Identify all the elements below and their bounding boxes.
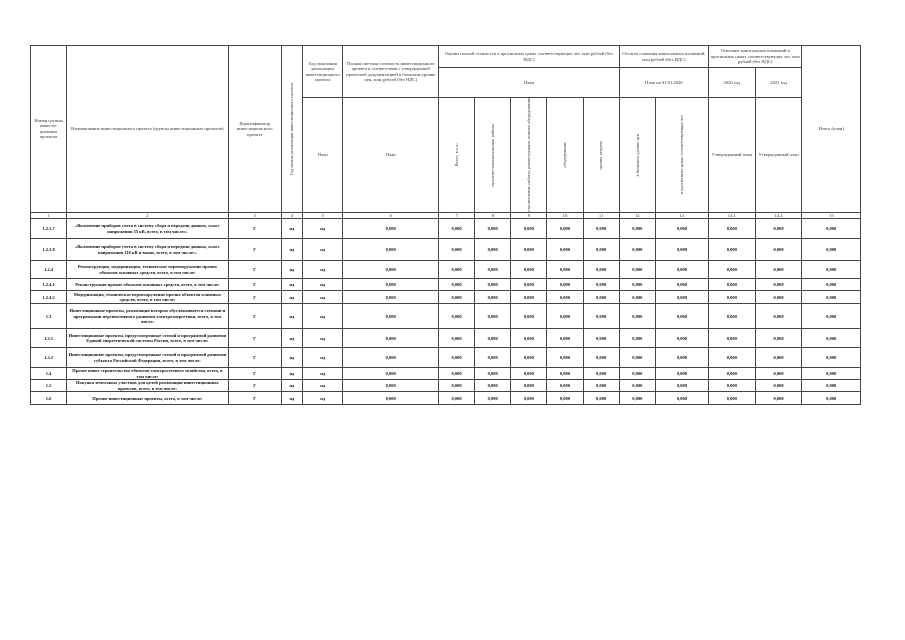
plan-2021: 0,000 <box>755 279 802 291</box>
construction-cost: 0,000 <box>511 279 547 291</box>
header-year-2020: 2020 год <box>708 68 755 98</box>
design-work-cost: 0,000 <box>475 392 511 405</box>
total-cost: 0,000 <box>439 291 475 304</box>
header-col-9-text: строительные работы, реконструкция, монтаж оборудования <box>526 98 532 212</box>
remaining-base: 0,000 <box>619 261 655 279</box>
header-col-11 <box>583 98 619 213</box>
column-number: 14.1 <box>708 212 755 218</box>
end-year: нд <box>303 368 343 380</box>
row-number: 1.2.4.1 <box>31 279 67 291</box>
header-col-7 <box>439 98 475 213</box>
end-year: нд <box>303 348 343 368</box>
project-name: Прочие инвестиционные проекты, всего, в том числе: <box>67 392 229 405</box>
project-id: Г <box>228 392 281 405</box>
plan-2020: 0,000 <box>708 304 755 329</box>
plan-2021: 0,000 <box>755 348 802 368</box>
equipment-cost: 0,000 <box>547 239 583 261</box>
plan-2020: 0,000 <box>708 380 755 392</box>
remaining-forecast: 0,000 <box>655 219 708 239</box>
start-year: нд <box>281 291 302 304</box>
plan-2021: 0,000 <box>755 329 802 348</box>
total-plan: 0,000 <box>802 261 861 279</box>
header-end-year: Год окончания реализации инвестиционного проекта <box>303 46 343 98</box>
project-name: Реконструкция прочих объектов основных средств, всего, в том числе: <box>67 279 229 291</box>
row-number: 1.2.4.2 <box>31 291 67 304</box>
header-start-year <box>281 46 302 213</box>
design-work-cost: 0,000 <box>475 348 511 368</box>
remaining-forecast: 0,000 <box>655 279 708 291</box>
other-cost: 0,000 <box>583 348 619 368</box>
design-work-cost: 0,000 <box>475 239 511 261</box>
header-col-8-text: проектно-изыскательские работы <box>490 123 496 187</box>
remaining-forecast: 0,000 <box>655 329 708 348</box>
start-year: нд <box>281 239 302 261</box>
header-investment-development: Освоение капитальных вложений в прогнозных ценах соответствующих лет, млн рублей (без НДС) <box>708 46 802 68</box>
investment-table-sheet <box>30 45 861 405</box>
start-year: нд <box>281 261 302 279</box>
total-cost: 0,000 <box>439 329 475 348</box>
header-col-9 <box>511 98 547 213</box>
project-id: Г <box>228 219 281 239</box>
remaining-base: 0,000 <box>619 291 655 304</box>
start-year: нд <box>281 329 302 348</box>
design-work-cost: 0,000 <box>475 380 511 392</box>
plan-2021: 0,000 <box>755 291 802 304</box>
project-name: Инвестиционные проекты, предусмотренные схемой и программой развития Единой энергетической системы России, всего, в том числе: <box>67 329 229 348</box>
project-name: Прочее новое строительство объектов электросетевого хозяйства, всего, в том числе: <box>67 368 229 380</box>
header-estimated-cost: Полная сметная стоимость инвестиционного проекта в соответствии с утвержденной проектной документацией в базисном уровне цен, млн рублей (без НДС) <box>343 46 439 98</box>
start-year: нд <box>281 304 302 329</box>
estimated-cost: 0,000 <box>343 348 439 368</box>
other-cost: 0,000 <box>583 261 619 279</box>
remaining-forecast: 0,000 <box>655 348 708 368</box>
project-name: Реконструкция, модернизация, техническое перевооружение прочих объектов основных средств, всего, в том числе: <box>67 261 229 279</box>
project-id: Г <box>228 348 281 368</box>
plan-2021: 0,000 <box>755 261 802 279</box>
header-col-12-text: в базисном уровне цен <box>634 133 640 177</box>
plan-2020: 0,000 <box>708 239 755 261</box>
project-name: Покупка земельных участков для целей реализации инвестиционных проектов, всего, в том числе: <box>67 380 229 392</box>
construction-cost: 0,000 <box>511 380 547 392</box>
remaining-base: 0,000 <box>619 219 655 239</box>
total-plan: 0,000 <box>802 380 861 392</box>
header-project-id: Идентификатор инвестицион-ного проекта <box>228 46 281 213</box>
other-cost: 0,000 <box>583 239 619 261</box>
design-work-cost: 0,000 <box>475 279 511 291</box>
total-cost: 0,000 <box>439 380 475 392</box>
column-number: 8 <box>475 212 511 218</box>
equipment-cost: 0,000 <box>547 392 583 405</box>
equipment-cost: 0,000 <box>547 291 583 304</box>
column-number: 1 <box>31 212 67 218</box>
project-id: Г <box>228 304 281 329</box>
row-number: 1.3.2 <box>31 348 67 368</box>
design-work-cost: 0,000 <box>475 329 511 348</box>
design-work-cost: 0,000 <box>475 304 511 329</box>
table-row <box>31 348 861 368</box>
other-cost: 0,000 <box>583 329 619 348</box>
end-year: нд <box>303 380 343 392</box>
table-row <box>31 219 861 239</box>
row-number: 1.2.3.7 <box>31 219 67 239</box>
remaining-forecast: 0,000 <box>655 304 708 329</box>
remaining-forecast: 0,000 <box>655 380 708 392</box>
column-number: 2 <box>67 212 229 218</box>
plan-2020: 0,000 <box>708 348 755 368</box>
total-plan: 0,000 <box>802 239 861 261</box>
column-number: 3 <box>228 212 281 218</box>
construction-cost: 0,000 <box>511 392 547 405</box>
project-id: Г <box>228 368 281 380</box>
plan-2020: 0,000 <box>708 261 755 279</box>
equipment-cost: 0,000 <box>547 329 583 348</box>
table-header <box>31 46 861 219</box>
remaining-forecast: 0,000 <box>655 392 708 405</box>
project-id: Г <box>228 239 281 261</box>
total-plan: 0,000 <box>802 304 861 329</box>
plan-2020: 0,000 <box>708 329 755 348</box>
header-project-name: Наименование инвестиционного проекта (группы инвестиционных проектов) <box>67 46 229 213</box>
plan-2021: 0,000 <box>755 368 802 380</box>
construction-cost: 0,000 <box>511 239 547 261</box>
end-year: нд <box>303 261 343 279</box>
start-year: нд <box>281 392 302 405</box>
plan-2020: 0,000 <box>708 219 755 239</box>
total-cost: 0,000 <box>439 368 475 380</box>
design-work-cost: 0,000 <box>475 368 511 380</box>
total-cost: 0,000 <box>439 219 475 239</box>
equipment-cost: 0,000 <box>547 380 583 392</box>
total-cost: 0,000 <box>439 279 475 291</box>
header-plan: План <box>439 68 620 98</box>
end-year: нд <box>303 392 343 405</box>
column-number: 4 <box>281 212 302 218</box>
project-name: Инвестиционные проекты, предусмотренные схемой и программой развития субъекта Российской Федерации, всего, в том числе: <box>67 348 229 368</box>
total-plan: 0,000 <box>802 279 861 291</box>
total-cost: 0,000 <box>439 261 475 279</box>
table-body <box>31 219 861 405</box>
other-cost: 0,000 <box>583 368 619 380</box>
construction-cost: 0,000 <box>511 291 547 304</box>
construction-cost: 0,000 <box>511 329 547 348</box>
total-plan: 0,000 <box>802 392 861 405</box>
total-plan: 0,000 <box>802 219 861 239</box>
column-number: 5 <box>303 212 343 218</box>
header-col-10 <box>547 98 583 213</box>
table-row <box>31 304 861 329</box>
plan-2020: 0,000 <box>708 368 755 380</box>
table-row <box>31 329 861 348</box>
table-row <box>31 368 861 380</box>
header-col-13-text: в прогнозных ценах соответствующих лет <box>679 115 685 195</box>
project-name: «Включение приборов учета в систему сбора и передачи данных, класс напряжения 35 кВ, всего, в том числе:» <box>67 219 229 239</box>
column-number: 11 <box>583 212 619 218</box>
equipment-cost: 0,000 <box>547 261 583 279</box>
other-cost: 0,000 <box>583 291 619 304</box>
project-id: Г <box>228 291 281 304</box>
total-cost: 0,000 <box>439 348 475 368</box>
header-col-14-2: Утвержденный план <box>755 98 802 213</box>
row-number: 1.3 <box>31 304 67 329</box>
remaining-base: 0,000 <box>619 239 655 261</box>
remaining-forecast: 0,000 <box>655 261 708 279</box>
header-sub-plan-5: План <box>303 98 343 213</box>
estimated-cost: 0,000 <box>343 304 439 329</box>
design-work-cost: 0,000 <box>475 219 511 239</box>
remaining-base: 0,000 <box>619 348 655 368</box>
project-name: Инвестиционные проекты, реализация которых обуславливается схемами и программами перспективного развития электроэнергетики, всего, в том числе: <box>67 304 229 329</box>
equipment-cost: 0,000 <box>547 304 583 329</box>
construction-cost: 0,000 <box>511 348 547 368</box>
remaining-forecast: 0,000 <box>655 368 708 380</box>
plan-2020: 0,000 <box>708 279 755 291</box>
construction-cost: 0,000 <box>511 368 547 380</box>
header-col-14-1: Утвержденный план <box>708 98 755 213</box>
equipment-cost: 0,000 <box>547 368 583 380</box>
row-number: 1.3.1 <box>31 329 67 348</box>
end-year: нд <box>303 219 343 239</box>
estimated-cost: 0,000 <box>343 261 439 279</box>
column-number: 14.2 <box>755 212 802 218</box>
construction-cost: 0,000 <box>511 304 547 329</box>
remaining-forecast: 0,000 <box>655 291 708 304</box>
estimated-cost: 0,000 <box>343 279 439 291</box>
plan-2021: 0,000 <box>755 304 802 329</box>
design-work-cost: 0,000 <box>475 291 511 304</box>
column-number: 13 <box>655 212 708 218</box>
remaining-base: 0,000 <box>619 380 655 392</box>
total-cost: 0,000 <box>439 392 475 405</box>
row-number: 1.5 <box>31 380 67 392</box>
column-number: 12 <box>619 212 655 218</box>
header-col-12 <box>619 98 655 213</box>
header-col-10-text: оборудование <box>562 141 568 168</box>
header-col-7-text: Всего, в т.ч.: <box>453 143 459 167</box>
plan-2020: 0,000 <box>708 291 755 304</box>
start-year: нд <box>281 380 302 392</box>
start-year: нд <box>281 279 302 291</box>
total-plan: 0,000 <box>802 291 861 304</box>
other-cost: 0,000 <box>583 279 619 291</box>
start-year: нд <box>281 219 302 239</box>
end-year: нд <box>303 279 343 291</box>
other-cost: 0,000 <box>583 380 619 392</box>
equipment-cost: 0,000 <box>547 348 583 368</box>
other-cost: 0,000 <box>583 304 619 329</box>
construction-cost: 0,000 <box>511 261 547 279</box>
header-col-8 <box>475 98 511 213</box>
column-number: 6 <box>343 212 439 218</box>
header-year-2021: 2021 год <box>755 68 802 98</box>
estimated-cost: 0,000 <box>343 219 439 239</box>
end-year: нд <box>303 304 343 329</box>
estimated-cost: 0,000 <box>343 368 439 380</box>
project-id: Г <box>228 329 281 348</box>
table-row <box>31 291 861 304</box>
estimated-cost: 0,000 <box>343 239 439 261</box>
end-year: нд <box>303 291 343 304</box>
construction-cost: 0,000 <box>511 219 547 239</box>
project-id: Г <box>228 261 281 279</box>
row-number: 1.2.3.8 <box>31 239 67 261</box>
total-plan: 0,000 <box>802 368 861 380</box>
plan-2020: 0,000 <box>708 392 755 405</box>
row-number: 1.4 <box>31 368 67 380</box>
table-row <box>31 261 861 279</box>
row-number: 1.2.4 <box>31 261 67 279</box>
end-year: нд <box>303 329 343 348</box>
total-plan: 0,000 <box>802 329 861 348</box>
remaining-base: 0,000 <box>619 279 655 291</box>
header-start-year-text: Год начала реализации инвестиционного проекта <box>289 82 295 175</box>
start-year: нд <box>281 368 302 380</box>
estimated-cost: 0,000 <box>343 329 439 348</box>
equipment-cost: 0,000 <box>547 279 583 291</box>
header-full-cost-estimate: Оценка полной стоимости в прогнозных ценах соответствующих лет, млн рублей (без НДС) <box>439 46 620 68</box>
project-name: «Включение приборов учета в систему сбора и передачи данных, класс напряжения 110 кВ и выше, всего, в том числе:» <box>67 239 229 261</box>
estimated-cost: 0,000 <box>343 392 439 405</box>
project-id: Г <box>228 380 281 392</box>
estimated-cost: 0,000 <box>343 380 439 392</box>
plan-2021: 0,000 <box>755 380 802 392</box>
end-year: нд <box>303 239 343 261</box>
column-number: 7 <box>439 212 475 218</box>
project-id: Г <box>228 279 281 291</box>
remaining-base: 0,000 <box>619 329 655 348</box>
remaining-base: 0,000 <box>619 368 655 380</box>
header-group-number: Номер группы инвести-ционных проектов <box>31 46 67 213</box>
column-number: 9 <box>511 212 547 218</box>
header-plan-on-date: План на 01.01.2020 <box>619 68 708 98</box>
remaining-forecast: 0,000 <box>655 239 708 261</box>
header-sub-plan-6: План <box>343 98 439 213</box>
header-col-13 <box>655 98 708 213</box>
row-number: 1.6 <box>31 392 67 405</box>
start-year: нд <box>281 348 302 368</box>
remaining-base: 0,000 <box>619 304 655 329</box>
project-name: Модернизация, техническое перевооружение прочих объектов основных средств, всего, в том числе: <box>67 291 229 304</box>
table-row <box>31 279 861 291</box>
plan-2021: 0,000 <box>755 392 802 405</box>
header-remaining-investment: Остаток освоения капитальных вложений, млн рублей (без НДС) <box>619 46 708 68</box>
table-row <box>31 239 861 261</box>
design-work-cost: 0,000 <box>475 261 511 279</box>
header-col-11-text: прочие затраты <box>598 140 604 170</box>
table-row <box>31 380 861 392</box>
column-number: 10 <box>547 212 583 218</box>
header-total-plan: Итого (план) <box>802 46 861 213</box>
total-plan: 0,000 <box>802 348 861 368</box>
other-cost: 0,000 <box>583 392 619 405</box>
remaining-base: 0,000 <box>619 392 655 405</box>
total-cost: 0,000 <box>439 239 475 261</box>
other-cost: 0,000 <box>583 219 619 239</box>
total-cost: 0,000 <box>439 304 475 329</box>
estimated-cost: 0,000 <box>343 291 439 304</box>
investment-program-table <box>30 45 861 405</box>
plan-2021: 0,000 <box>755 219 802 239</box>
plan-2021: 0,000 <box>755 239 802 261</box>
column-number: 15 <box>802 212 861 218</box>
equipment-cost: 0,000 <box>547 219 583 239</box>
table-row <box>31 392 861 405</box>
